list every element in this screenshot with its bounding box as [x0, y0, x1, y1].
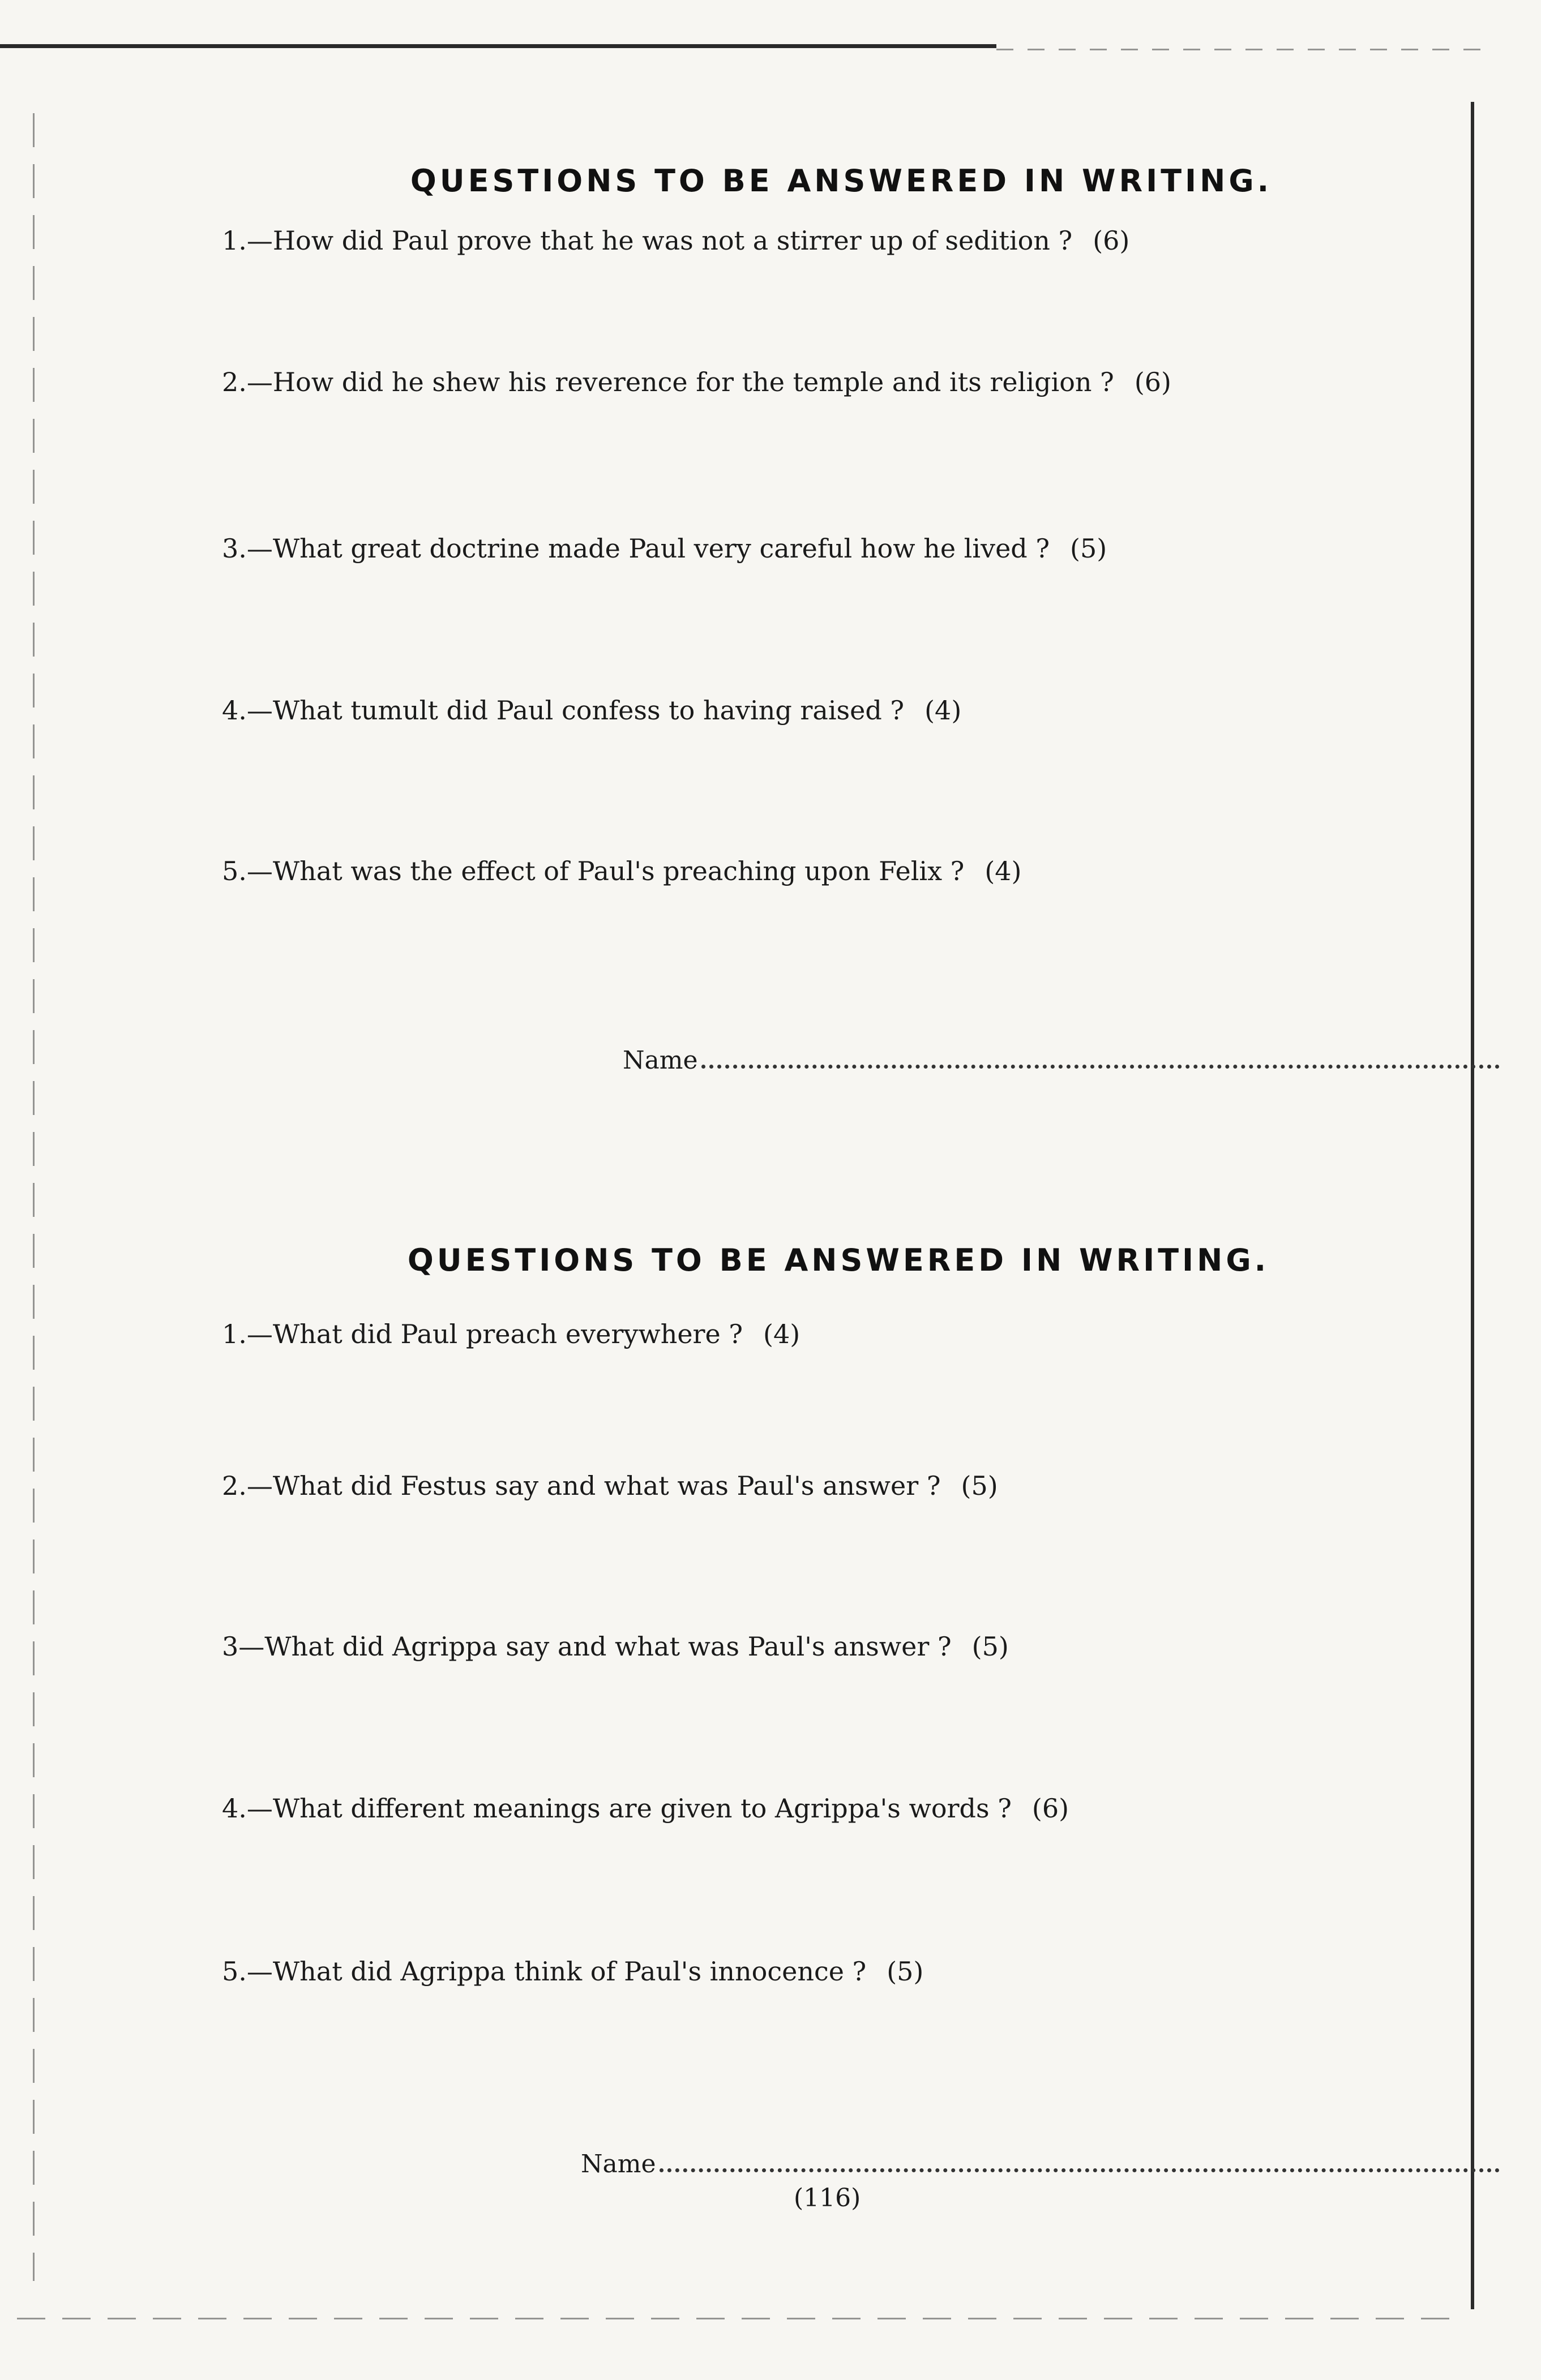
question-number: 1.—	[222, 1319, 273, 1349]
left-border-rule	[33, 113, 35, 2281]
section-2-question-5	[222, 1956, 923, 1987]
section-1-question-2	[222, 367, 1171, 397]
question-number: 1.—	[222, 225, 273, 256]
right-border-rule	[1471, 102, 1474, 2309]
section-2-name-field[interactable]	[581, 2150, 1500, 2179]
page-number: (116)	[794, 2184, 861, 2212]
bottom-border-rule	[17, 2318, 1466, 2319]
question-marks: (5)	[961, 1470, 998, 1501]
question-marks: (6)	[1031, 1793, 1069, 1824]
section-2-heading: QUESTIONS TO BE ANSWERED IN WRITING.	[407, 1242, 1270, 1278]
name-label: Name	[623, 1046, 698, 1075]
question-number: 5.—	[222, 856, 273, 886]
question-number: 2.—	[222, 367, 273, 397]
question-number: 4.—	[222, 1793, 273, 1824]
question-marks: (5)	[971, 1631, 1009, 1662]
question-text: What was the effect of Paul's preaching upon Felix ?	[272, 856, 965, 886]
question-marks: (6)	[1093, 225, 1130, 256]
question-text: What did Agrippa think of Paul's innocence ?	[272, 1956, 867, 1987]
top-border-rule	[0, 44, 996, 48]
question-text: How did he shew his reverence for the temple and its religion ?	[272, 367, 1114, 397]
question-marks: (5)	[1070, 533, 1107, 564]
section-1-question-5	[222, 856, 1022, 886]
question-number: 4.—	[222, 695, 273, 726]
question-number: 2.—	[222, 1470, 273, 1501]
question-marks: (5)	[887, 1956, 924, 1987]
question-text: How did Paul prove that he was not a stirrer up of sedition ?	[272, 225, 1073, 256]
question-number: 3—	[222, 1631, 265, 1662]
question-text: What different meanings are given to Agrippa's words ?	[272, 1793, 1012, 1824]
question-marks: (4)	[984, 856, 1022, 886]
section-2-question-2	[222, 1470, 998, 1501]
section-1-question-1	[222, 225, 1129, 256]
question-text: What great doctrine made Paul very careful how he lived ?	[272, 533, 1050, 564]
question-text: What did Agrippa say and what was Paul's answer ?	[264, 1631, 952, 1662]
section-1-question-4	[222, 695, 961, 726]
question-text: What did Festus say and what was Paul's answer ?	[272, 1470, 941, 1501]
question-number: 3.—	[222, 533, 273, 564]
section-1-heading: QUESTIONS TO BE ANSWERED IN WRITING.	[410, 163, 1273, 199]
section-1-name-field[interactable]	[623, 1046, 1500, 1075]
section-2-question-4	[222, 1793, 1069, 1824]
question-number: 5.—	[222, 1956, 273, 1987]
name-dotted-line	[701, 1060, 1500, 1069]
question-marks: (4)	[763, 1319, 801, 1349]
name-dotted-line	[660, 2164, 1500, 2172]
section-2-question-3	[222, 1631, 1009, 1662]
name-label: Name	[581, 2150, 656, 2179]
top-border-rule-faint	[996, 49, 1495, 50]
question-marks: (6)	[1134, 367, 1172, 397]
section-2-question-1	[222, 1319, 800, 1349]
section-1-question-3	[222, 533, 1107, 564]
question-text: What tumult did Paul confess to having raised ?	[272, 695, 905, 726]
question-marks: (4)	[924, 695, 962, 726]
question-text: What did Paul preach everywhere ?	[272, 1319, 743, 1349]
